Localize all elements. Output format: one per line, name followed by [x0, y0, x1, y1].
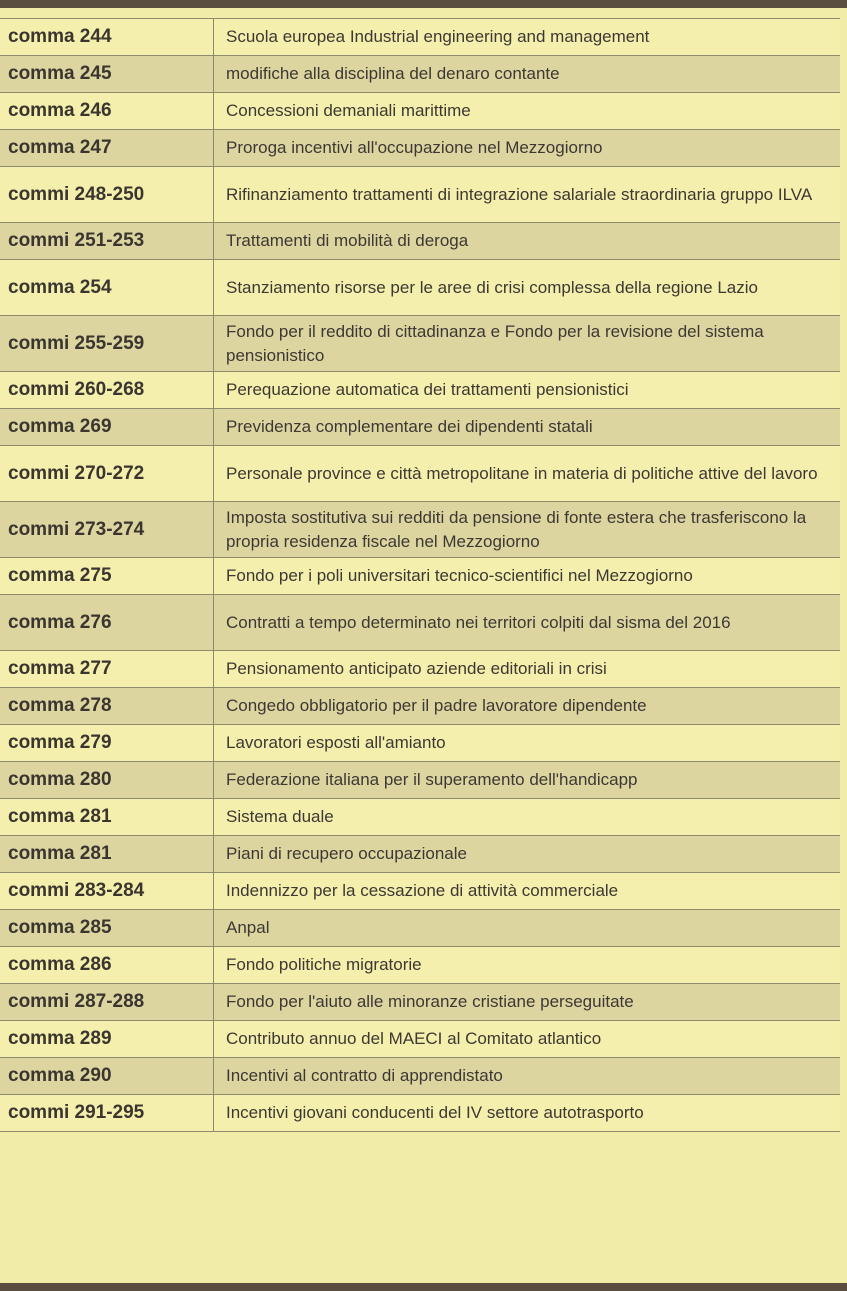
table-row	[0, 19, 840, 56]
table-row	[0, 947, 840, 984]
row-reference: comma 277	[0, 651, 214, 688]
table-row	[0, 799, 840, 836]
row-reference: comma 281	[0, 799, 214, 836]
row-reference: commi 287-288	[0, 984, 214, 1021]
row-description: Imposta sostitutiva sui redditi da pensione di fonte estera che trasferiscono la propria residenza fiscale nel Mezzogiorno	[214, 502, 841, 558]
row-reference: comma 285	[0, 910, 214, 947]
row-description: Fondo per i poli universitari tecnico-scientifici nel Mezzogiorno	[214, 558, 841, 595]
row-reference: comma 278	[0, 688, 214, 725]
row-reference: commi 291-295	[0, 1095, 214, 1132]
row-description: modifiche alla disciplina del denaro contante	[214, 56, 841, 93]
table-row	[0, 93, 840, 130]
row-description: Congedo obbligatorio per il padre lavoratore dipendente	[214, 688, 841, 725]
row-description: Pensionamento anticipato aziende editoriali in crisi	[214, 651, 841, 688]
row-description: Scuola europea Industrial engineering and management	[214, 19, 841, 56]
table-row	[0, 984, 840, 1021]
row-description: Anpal	[214, 910, 841, 947]
row-reference: comma 281	[0, 836, 214, 873]
row-reference: commi 270-272	[0, 446, 214, 502]
row-reference: commi 251-253	[0, 223, 214, 260]
table-row	[0, 651, 840, 688]
row-reference: comma 245	[0, 56, 214, 93]
row-reference: comma 289	[0, 1021, 214, 1058]
row-reference: comma 275	[0, 558, 214, 595]
row-description: Rifinanziamento trattamenti di integrazione salariale straordinaria gruppo ILVA	[214, 167, 841, 223]
row-description: Contratti a tempo determinato nei territori colpiti dal sisma del 2016	[214, 595, 841, 651]
provisions-table	[0, 18, 840, 1132]
table-row	[0, 409, 840, 446]
table-row	[0, 595, 840, 651]
table-row	[0, 446, 840, 502]
table-row	[0, 558, 840, 595]
row-description: Piani di recupero occupazionale	[214, 836, 841, 873]
table-row	[0, 223, 840, 260]
table-row	[0, 316, 840, 372]
row-description: Trattamenti di mobilità di deroga	[214, 223, 841, 260]
document-page	[0, 8, 847, 1283]
row-reference: comma 246	[0, 93, 214, 130]
row-description: Fondo politiche migratorie	[214, 947, 841, 984]
row-description: Federazione italiana per il superamento dell'handicapp	[214, 762, 841, 799]
table-row	[0, 762, 840, 799]
row-reference: commi 283-284	[0, 873, 214, 910]
table-row	[0, 260, 840, 316]
row-reference: commi 255-259	[0, 316, 214, 372]
row-reference: commi 260-268	[0, 372, 214, 409]
row-description: Lavoratori esposti all'amianto	[214, 725, 841, 762]
row-description: Previdenza complementare dei dipendenti statali	[214, 409, 841, 446]
row-reference: comma 254	[0, 260, 214, 316]
row-reference: comma 244	[0, 19, 214, 56]
table-row	[0, 130, 840, 167]
row-description: Concessioni demaniali marittime	[214, 93, 841, 130]
table-row	[0, 1021, 840, 1058]
row-reference: comma 279	[0, 725, 214, 762]
row-reference: comma 280	[0, 762, 214, 799]
table-row	[0, 502, 840, 558]
row-reference: comma 276	[0, 595, 214, 651]
row-description: Contributo annuo del MAECI al Comitato atlantico	[214, 1021, 841, 1058]
row-description: Indennizzo per la cessazione di attività commerciale	[214, 873, 841, 910]
row-reference: comma 290	[0, 1058, 214, 1095]
table-row	[0, 372, 840, 409]
table-row	[0, 688, 840, 725]
row-reference: commi 248-250	[0, 167, 214, 223]
row-reference: comma 247	[0, 130, 214, 167]
table-row	[0, 836, 840, 873]
row-reference: commi 273-274	[0, 502, 214, 558]
row-description: Proroga incentivi all'occupazione nel Mezzogiorno	[214, 130, 841, 167]
row-reference: comma 269	[0, 409, 214, 446]
table-row	[0, 1058, 840, 1095]
row-reference: comma 286	[0, 947, 214, 984]
row-description: Incentivi al contratto di apprendistato	[214, 1058, 841, 1095]
table-row	[0, 167, 840, 223]
row-description: Personale province e città metropolitane in materia di politiche attive del lavoro	[214, 446, 841, 502]
table-row	[0, 56, 840, 93]
table-row	[0, 1095, 840, 1132]
row-description: Sistema duale	[214, 799, 841, 836]
table-row	[0, 910, 840, 947]
table-row	[0, 873, 840, 910]
row-description: Fondo per il reddito di cittadinanza e Fondo per la revisione del sistema pensionistico	[214, 316, 841, 372]
row-description: Perequazione automatica dei trattamenti pensionistici	[214, 372, 841, 409]
row-description: Incentivi giovani conducenti del IV settore autotrasporto	[214, 1095, 841, 1132]
row-description: Stanziamento risorse per le aree di crisi complessa della regione Lazio	[214, 260, 841, 316]
row-description: Fondo per l'aiuto alle minoranze cristiane perseguitate	[214, 984, 841, 1021]
table-row	[0, 725, 840, 762]
